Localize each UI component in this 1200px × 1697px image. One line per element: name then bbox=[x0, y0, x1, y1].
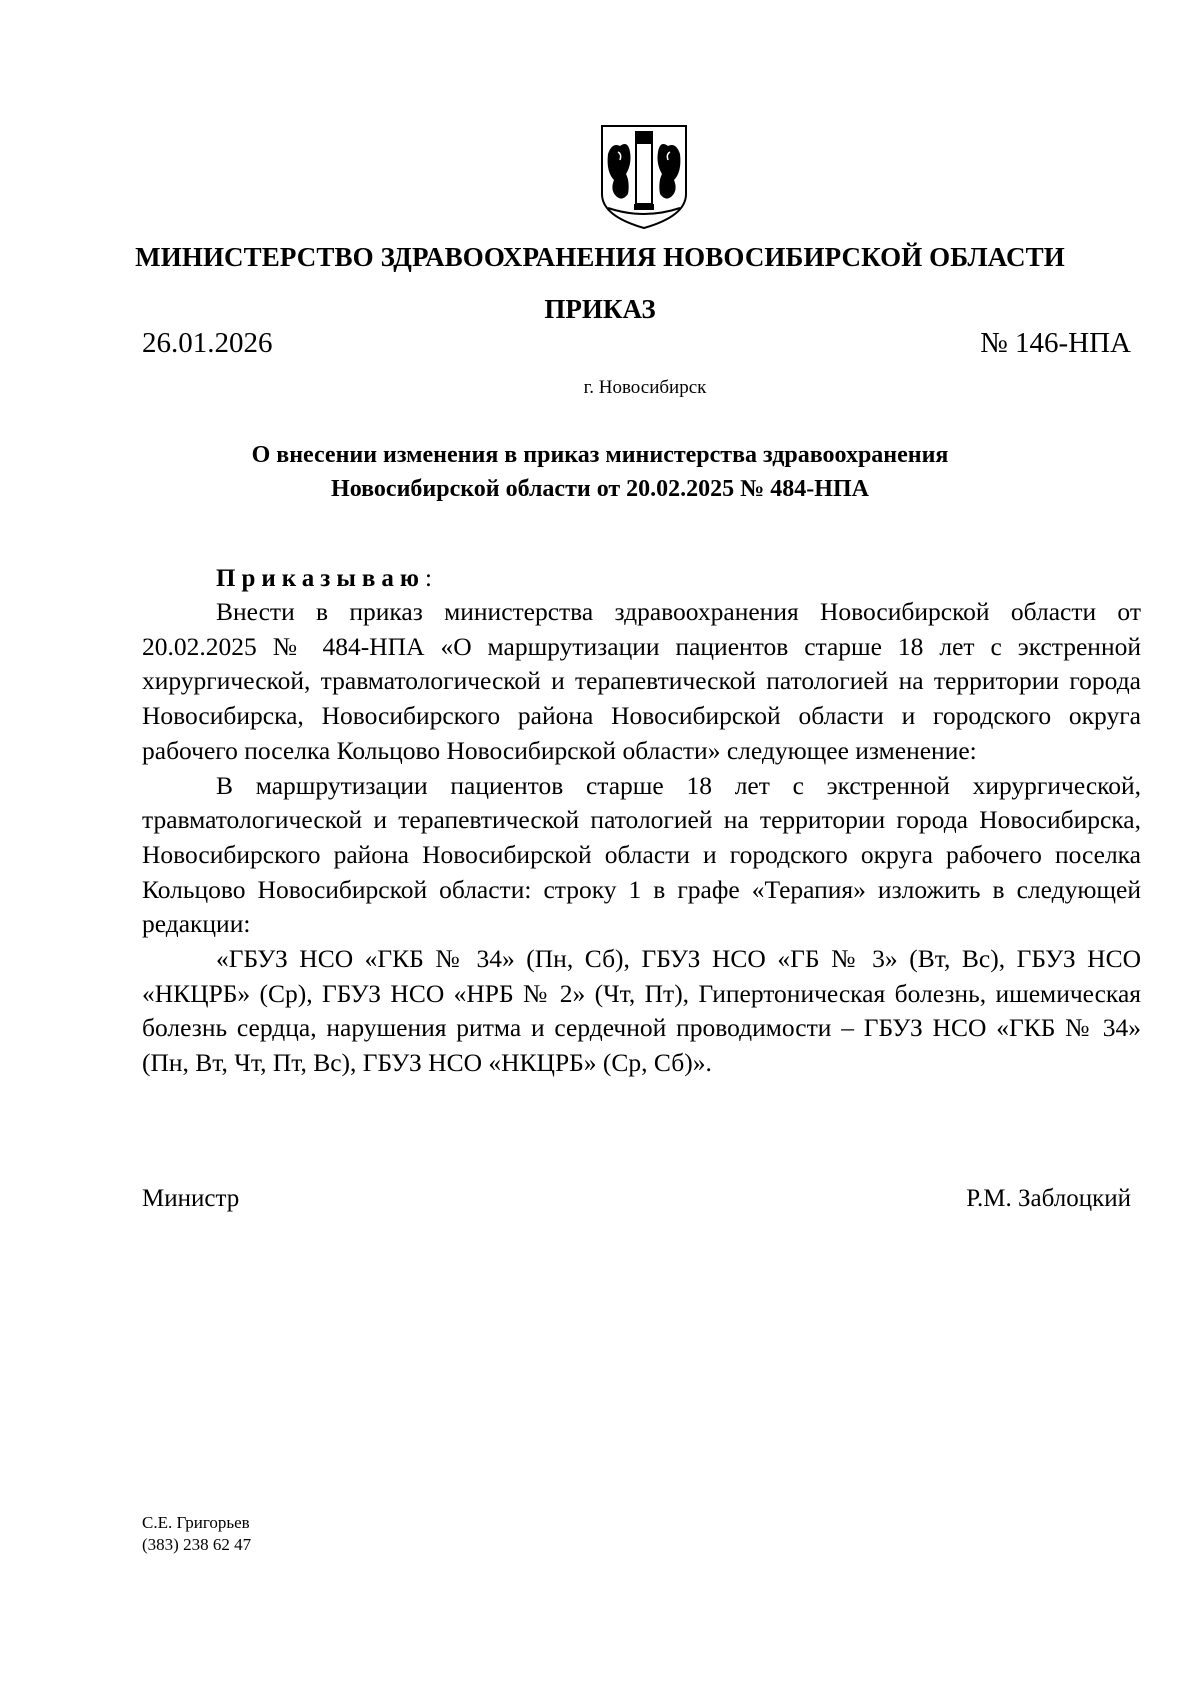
order-directive bbox=[216, 565, 432, 593]
signer-title: Министр bbox=[142, 1185, 240, 1212]
subject-line-2: Новосибирской области от 20.02.2025 № 484-НПА bbox=[331, 476, 869, 502]
ministry-name: МИНИСТЕРСТВО ЗДРАВООХРАНЕНИЯ НОВОСИБИРСКОЙ ОБЛАСТИ bbox=[135, 242, 1065, 272]
signer-name: Р.М. Заблоцкий bbox=[966, 1185, 1131, 1212]
body-paragraph-1: Внести в приказ министерства здравоохранения Новосибирской области от 20.02.2025 № 484-НПА «О маршрутизации пациентов старше 18 лет с экстренной хирургической, травматологической и терапевтической патологией на территории города Новосибирска, Новосибирского района Новосибирской области и городского округа рабочего поселка Кольцово Новосибирской области» следующее изменение: bbox=[142, 597, 1141, 765]
document-city: г. Новосибирск bbox=[583, 377, 707, 398]
executor-name: С.Е. Григорьев bbox=[142, 1513, 250, 1532]
coat-of-arms-icon bbox=[598, 124, 690, 230]
body-paragraph-2: В маршрутизации пациентов старше 18 лет с экстренной хирургической, травматологической и терапевтической патологией на территории города Новосибирска, Новосибирского района Новосибирской области и городского округа рабочего поселка Кольцово Новосибирской области: строку 1 в графе «Терапия» изложить в следующей редакции: bbox=[142, 770, 1141, 939]
document-type: ПРИКАЗ bbox=[544, 294, 656, 324]
subject-line-1: О внесении изменения в приказ министерства здравоохранения bbox=[251, 442, 949, 468]
document-number: № 146-НПА bbox=[980, 327, 1131, 359]
document-date: 26.01.2026 bbox=[142, 327, 273, 359]
document-body bbox=[142, 595, 1141, 1081]
order-colon: : bbox=[424, 565, 432, 592]
executor-info bbox=[142, 1512, 251, 1556]
document-subject bbox=[150, 438, 1050, 506]
executor-phone: (383) 238 62 47 bbox=[142, 1535, 252, 1554]
order-word: Приказываю bbox=[216, 565, 425, 592]
body-paragraph-3: «ГБУЗ НСО «ГКБ № 34» (Пн, Сб), ГБУЗ НСО «ГБ № 3» (Вт, Вс), ГБУЗ НСО «НКЦРБ» (Ср), ГБУЗ НСО «НРБ № 2» (Чт, Пт), Гипертоническая болезнь, ишемическая болезнь сердца, нарушения ритма и сердечной проводимости – ГБУЗ НСО «ГКБ № 34» (Пн, Вт, Чт, Пт, Вс), ГБУЗ НСО «НКЦРБ» (Ср, Сб)». bbox=[142, 944, 1141, 1078]
